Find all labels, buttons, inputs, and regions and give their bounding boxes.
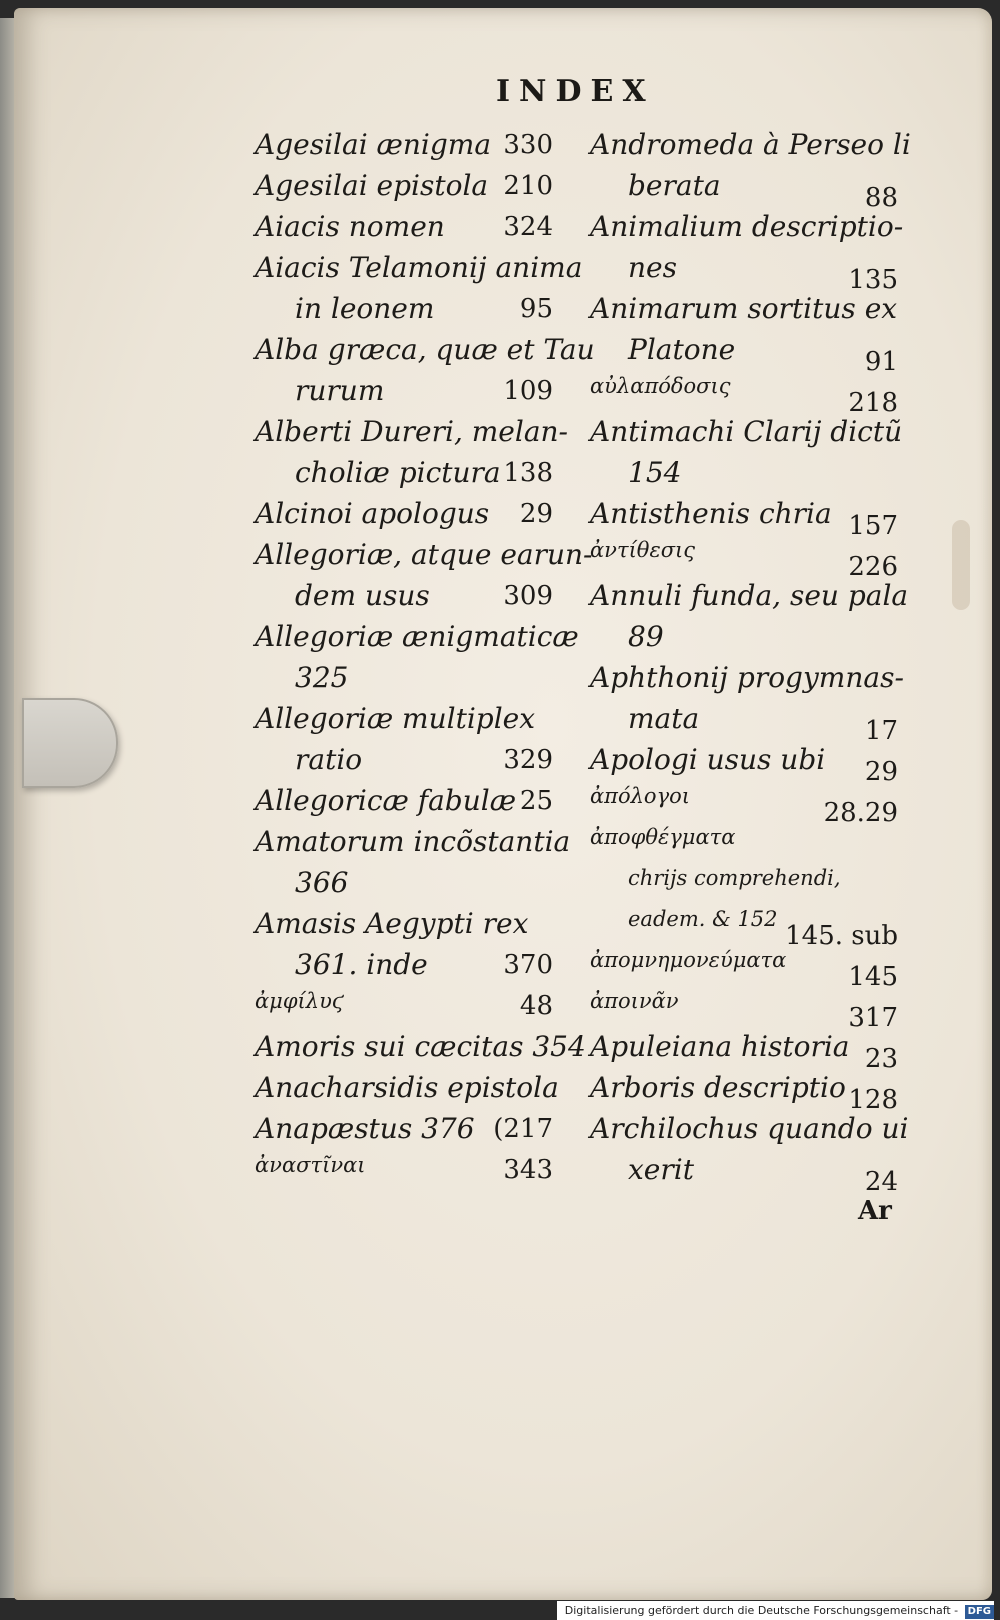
index-entry <box>590 124 911 213</box>
index-entry-page-number: 157 <box>848 511 898 541</box>
index-entry-page-number: (217 <box>493 1114 553 1144</box>
index-entry <box>255 411 573 493</box>
index-entry-page-number: 29 <box>864 757 898 787</box>
index-entry-page-number: 218 <box>848 388 898 418</box>
index-entry-continuation: 361. inde <box>295 948 428 981</box>
index-entry-term: Andromeda à Perseo li <box>590 128 911 161</box>
index-entry <box>255 493 573 534</box>
index-entry-continuation: chrijs comprehendi, <box>628 866 841 890</box>
index-entry-line <box>590 862 902 903</box>
index-entry-line <box>255 534 593 575</box>
index-entry-term: ἀπομνημονεύματα <box>590 948 787 972</box>
index-entry-term: Anapæstus 376 <box>255 1112 475 1145</box>
footer-text: Digitalisierung gefördert durch die Deutsche Forschungsgemeinschaft - <box>564 1604 959 1617</box>
index-entry-page-number: 226 <box>848 552 898 582</box>
index-entry-line <box>255 329 595 370</box>
index-entry-line <box>255 288 573 329</box>
index-entry-continuation: berata <box>628 169 721 202</box>
index-entry <box>255 165 573 206</box>
index-entry-line <box>590 1067 902 1115</box>
index-entry-continuation: 89 <box>628 620 664 653</box>
index-entry-line <box>590 206 902 247</box>
index-entry <box>255 1026 586 1067</box>
index-entry-page-number: 145 <box>848 962 898 992</box>
digitization-footer <box>557 1601 994 1620</box>
index-entry-term: Animarum sortitus ex <box>590 292 898 325</box>
index-entry-continuation: nes <box>628 251 677 284</box>
index-entry-term: αὐλαπόδοσις <box>590 374 731 398</box>
index-entry-page-number: 25 <box>519 786 553 816</box>
index-entry-line <box>255 452 573 493</box>
index-entry <box>590 411 902 493</box>
index-entry-continuation: Platone <box>628 333 736 366</box>
index-entry-page-number: 23 <box>864 1044 898 1074</box>
index-entry <box>590 739 902 787</box>
index-entry-term: ἀπόλογοι <box>590 784 691 808</box>
index-entry <box>590 534 902 582</box>
index-entry-line <box>255 165 573 206</box>
index-entry-line <box>255 124 573 165</box>
index-entry-line <box>255 903 573 944</box>
index-entry-term: Annuli funda, seu pala <box>590 579 909 612</box>
index-column-right <box>590 124 911 1197</box>
index-entry-line <box>255 411 573 452</box>
index-entry-line <box>255 739 573 780</box>
index-entry-page-number: 317 <box>848 1003 898 1033</box>
index-entry <box>255 616 579 698</box>
index-entry <box>590 288 902 377</box>
index-entry-term: ἀποινᾶν <box>590 989 679 1013</box>
index-entry-line <box>255 985 573 1026</box>
index-entry <box>255 821 573 903</box>
index-entry-term: Antisthenis chria <box>590 497 832 530</box>
index-entry-line <box>255 1067 573 1108</box>
index-entry <box>255 1067 573 1108</box>
index-entry-page-number: 109 <box>503 376 553 406</box>
index-entry-term: Amatorum incõstantia <box>255 825 571 858</box>
dfg-logo: DFG <box>965 1605 994 1619</box>
index-entry-line <box>590 329 902 377</box>
index-entry-term: ἀναστῖναι <box>255 1153 366 1177</box>
index-entry-continuation: eadem. & 152 <box>628 907 778 931</box>
index-entry-page-number: 17 <box>864 716 898 746</box>
index-entry-line <box>590 452 902 493</box>
index-column-left <box>255 124 595 1190</box>
index-entry-term: Alberti Dureri, melan- <box>255 415 569 448</box>
index-entry-term: Aiacis nomen <box>255 210 445 243</box>
index-entry-line <box>255 616 579 657</box>
index-entry-term: Amoris sui cæcitas 354 <box>255 1030 586 1063</box>
index-entry-line <box>255 575 573 616</box>
index-entry <box>255 985 573 1026</box>
index-entry-page-number: 128 <box>848 1085 898 1115</box>
index-entry-line <box>590 288 902 329</box>
index-entry-line <box>590 821 902 862</box>
index-entry-line <box>590 165 902 213</box>
index-entry-line <box>590 985 902 1033</box>
index-entry-line <box>255 944 573 985</box>
index-entry-line <box>590 780 902 828</box>
index-entry-term: Agesilai ænigma <box>255 128 492 161</box>
index-entry-page-number: 95 <box>519 294 553 324</box>
index-entry-line <box>255 862 573 903</box>
index-entry-line <box>255 1108 573 1149</box>
index-entry-page-number: 343 <box>503 1155 553 1185</box>
index-entry-term: Apuleiana historia <box>590 1030 850 1063</box>
index-entry-continuation: 154 <box>628 456 682 489</box>
index-entry-line <box>590 1108 909 1149</box>
index-entry <box>590 493 902 541</box>
index-entry-page-number: 145. sub <box>785 921 898 951</box>
index-entry <box>255 534 593 616</box>
index-entry-term: Anacharsidis epistola <box>255 1071 559 1104</box>
index-entry-line <box>590 534 902 582</box>
paper-stain <box>952 520 970 610</box>
index-entry-continuation: 366 <box>295 866 349 899</box>
index-entry <box>590 985 902 1033</box>
index-entry-page-number: 135 <box>848 265 898 295</box>
index-entry-term: ἀποφθέγματα <box>590 825 736 849</box>
index-entry-continuation: choliæ pictura <box>295 456 501 489</box>
index-entry-line <box>590 903 902 951</box>
index-entry-term: Arboris descriptio <box>590 1071 846 1104</box>
index-entry-line <box>590 739 902 787</box>
index-entry-line <box>255 698 573 739</box>
index-entry-line <box>590 575 909 616</box>
index-entry-line <box>255 780 573 821</box>
index-entry <box>590 821 902 951</box>
index-entry-term: Alba græca, quæ et Tau <box>255 333 595 366</box>
index-entry-page-number: 370 <box>503 950 553 980</box>
index-entry-continuation: in leonem <box>295 292 435 325</box>
index-entry-continuation: dem usus <box>295 579 430 612</box>
index-entry-line <box>590 1149 902 1197</box>
index-entry-line <box>590 247 902 295</box>
index-entry-line <box>255 821 573 862</box>
index-entry-term: Aphthonij progymnas- <box>590 661 904 694</box>
index-entry <box>255 1149 573 1190</box>
index-entry-term: Aiacis Telamonij anima <box>255 251 583 284</box>
index-entry-continuation: rurum <box>295 374 385 407</box>
index-entry-page-number: 138 <box>503 458 553 488</box>
index-entry-page-number: 91 <box>864 347 898 377</box>
index-entry-line <box>255 1026 586 1067</box>
index-entry-line <box>590 370 902 418</box>
index-entry-line <box>255 493 573 534</box>
index-entry-page-number: 329 <box>503 745 553 775</box>
page-clip <box>22 698 118 788</box>
index-entry <box>590 370 902 418</box>
index-entry <box>255 206 573 247</box>
index-entry <box>590 780 902 828</box>
index-entry-term: Antimachi Clarij dictũ <box>590 415 903 448</box>
index-entry <box>590 206 904 295</box>
index-entry-line <box>590 1026 902 1074</box>
index-entry-page-number: 24 <box>864 1167 898 1197</box>
index-entry-continuation: mata <box>628 702 700 735</box>
index-entry-term: Archilochus quando ui <box>590 1112 909 1145</box>
index-entry <box>590 944 902 992</box>
index-entry <box>255 124 573 165</box>
index-entry-line <box>255 247 583 288</box>
index-entry <box>590 1108 909 1197</box>
index-entry-continuation: ratio <box>295 743 363 776</box>
index-entry-term: Allegoricæ fabulæ <box>255 784 517 817</box>
index-entry-term: Allegoriæ ænigmaticæ <box>255 620 579 653</box>
index-entry-term: Amasis Aegypti rex <box>255 907 529 940</box>
index-entry-line <box>255 657 573 698</box>
index-entry <box>255 247 583 329</box>
index-entry-term: Allegoriæ multiplex <box>255 702 536 735</box>
index-entry-line <box>590 616 902 657</box>
index-entry-page-number: 29 <box>519 499 553 529</box>
index-entry <box>255 1108 573 1149</box>
index-entry-continuation: xerit <box>628 1153 694 1186</box>
index-entry <box>255 780 573 821</box>
index-entry-term: ἀμφίλυϛ <box>255 989 344 1013</box>
index-entry-page-number: 210 <box>503 171 553 201</box>
index-entry-page-number: 48 <box>519 991 553 1021</box>
index-entry-term: Alcinoi apologus <box>255 497 490 530</box>
index-entry-page-number: 28.29 <box>823 798 898 828</box>
index-entry-page-number: 309 <box>503 581 553 611</box>
catchword: Ar <box>858 1196 892 1226</box>
index-entry-line <box>590 411 902 452</box>
index-entry-line <box>255 370 573 411</box>
index-entry-page-number: 330 <box>503 130 553 160</box>
index-entry-line <box>590 124 911 165</box>
index-entry <box>590 1067 902 1115</box>
index-entry-line <box>590 493 902 541</box>
page-title: INDEX <box>496 74 655 109</box>
index-entry-line <box>590 698 902 746</box>
index-entry-line <box>255 1149 573 1190</box>
index-entry-term: Allegoriæ, atque earun- <box>255 538 593 571</box>
index-entry-term: ἀντίθεσις <box>590 538 696 562</box>
index-entry-page-number: 324 <box>503 212 553 242</box>
index-entry-continuation: 325 <box>295 661 349 694</box>
index-entry <box>255 329 595 411</box>
index-entry-line <box>590 657 902 698</box>
index-entry <box>590 657 904 746</box>
index-entry-line <box>590 944 902 992</box>
index-entry-page-number: 88 <box>864 183 898 213</box>
index-entry-term: Animalium descriptio- <box>590 210 904 243</box>
index-entry-line <box>255 206 573 247</box>
index-entry-term: Agesilai epistola <box>255 169 489 202</box>
index-entry <box>590 1026 902 1074</box>
index-entry <box>255 698 573 780</box>
index-entry-term: Apologi usus ubi <box>590 743 826 776</box>
index-entry <box>590 575 909 657</box>
index-entry <box>255 903 573 985</box>
